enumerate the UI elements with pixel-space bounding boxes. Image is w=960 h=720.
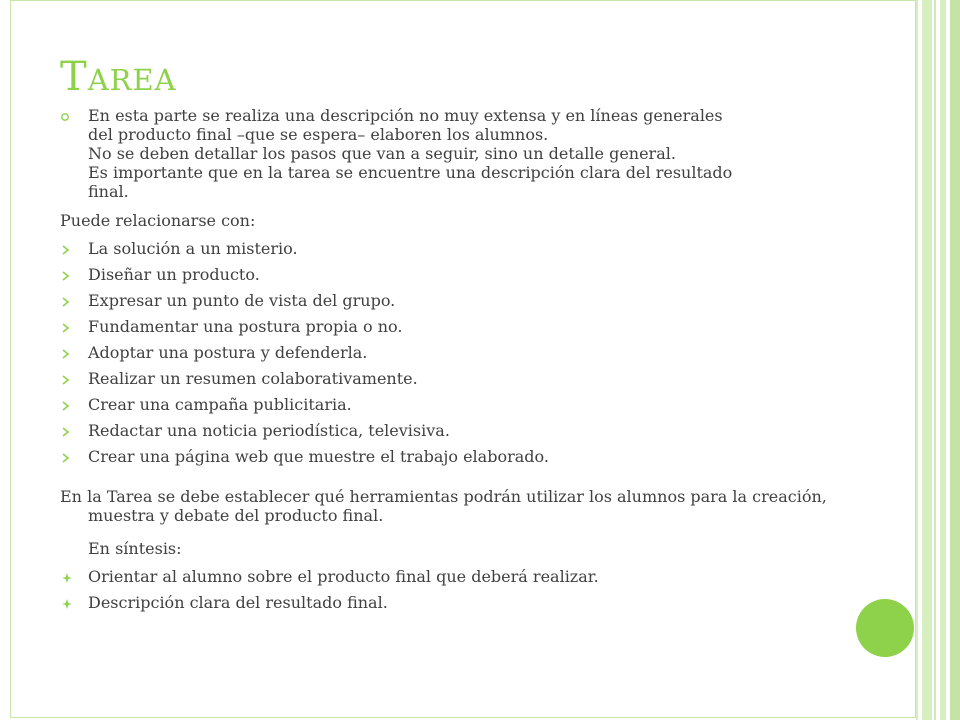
intro-line: final. xyxy=(88,182,129,201)
relate-heading: Puede relacionarse con: xyxy=(60,211,256,230)
title-initial: T xyxy=(60,54,88,100)
list-item: Crear una página web que muestre el trabajo elaborado. xyxy=(60,447,840,466)
diamond-bullet-icon xyxy=(60,569,74,583)
slide-title xyxy=(60,54,177,100)
decorative-circle xyxy=(856,599,914,657)
intro-line: En esta parte se realiza una descripción no muy extensa y en líneas generales xyxy=(88,106,723,125)
decorative-stripes xyxy=(916,0,960,720)
synthesis-item: Orientar al alumno sobre el producto final que deberá realizar. xyxy=(60,567,840,586)
arrow-bullet-icon xyxy=(60,293,74,307)
list-item: Crear una campaña publicitaria. xyxy=(60,395,840,414)
tools-paragraph: En la Tarea se debe establecer qué herramientas podrán utilizar los alumnos para la creación, muestra y debate del producto final. xyxy=(60,487,827,525)
arrow-bullet-icon xyxy=(60,423,74,437)
list-item: Realizar un resumen colaborativamente. xyxy=(60,369,840,388)
intro-line: del producto final –que se espera– elaboren los alumnos. xyxy=(88,125,549,144)
slide-content xyxy=(60,106,840,619)
arrow-bullet-icon xyxy=(60,397,74,411)
list-item: Expresar un punto de vista del grupo. xyxy=(60,291,840,310)
arrow-bullet-icon xyxy=(60,241,74,255)
arrow-bullet-icon xyxy=(60,267,74,281)
list-item: Diseñar un producto. xyxy=(60,265,840,284)
list-item: Redactar una noticia periodística, televisiva. xyxy=(60,421,840,440)
intro-line: No se deben detallar los pasos que van a seguir, sino un detalle general. xyxy=(88,144,676,163)
arrow-bullet-icon xyxy=(60,449,74,463)
synthesis-item: Descripción clara del resultado final. xyxy=(60,593,840,612)
list-item: La solución a un misterio. xyxy=(60,239,840,258)
title-rest: AREA xyxy=(87,63,177,97)
arrow-bullet-icon xyxy=(60,345,74,359)
intro-line: Es importante que en la tarea se encuentre una descripción clara del resultado xyxy=(88,163,733,182)
circle-bullet-icon xyxy=(60,108,74,122)
intro-block xyxy=(60,106,840,201)
list-item: Adoptar una postura y defenderla. xyxy=(60,343,840,362)
arrow-bullet-icon xyxy=(60,371,74,385)
diamond-bullet-icon xyxy=(60,595,74,609)
synthesis-heading: En síntesis: xyxy=(88,539,182,558)
list-item: Fundamentar una postura propia o no. xyxy=(60,317,840,336)
arrow-bullet-icon xyxy=(60,319,74,333)
